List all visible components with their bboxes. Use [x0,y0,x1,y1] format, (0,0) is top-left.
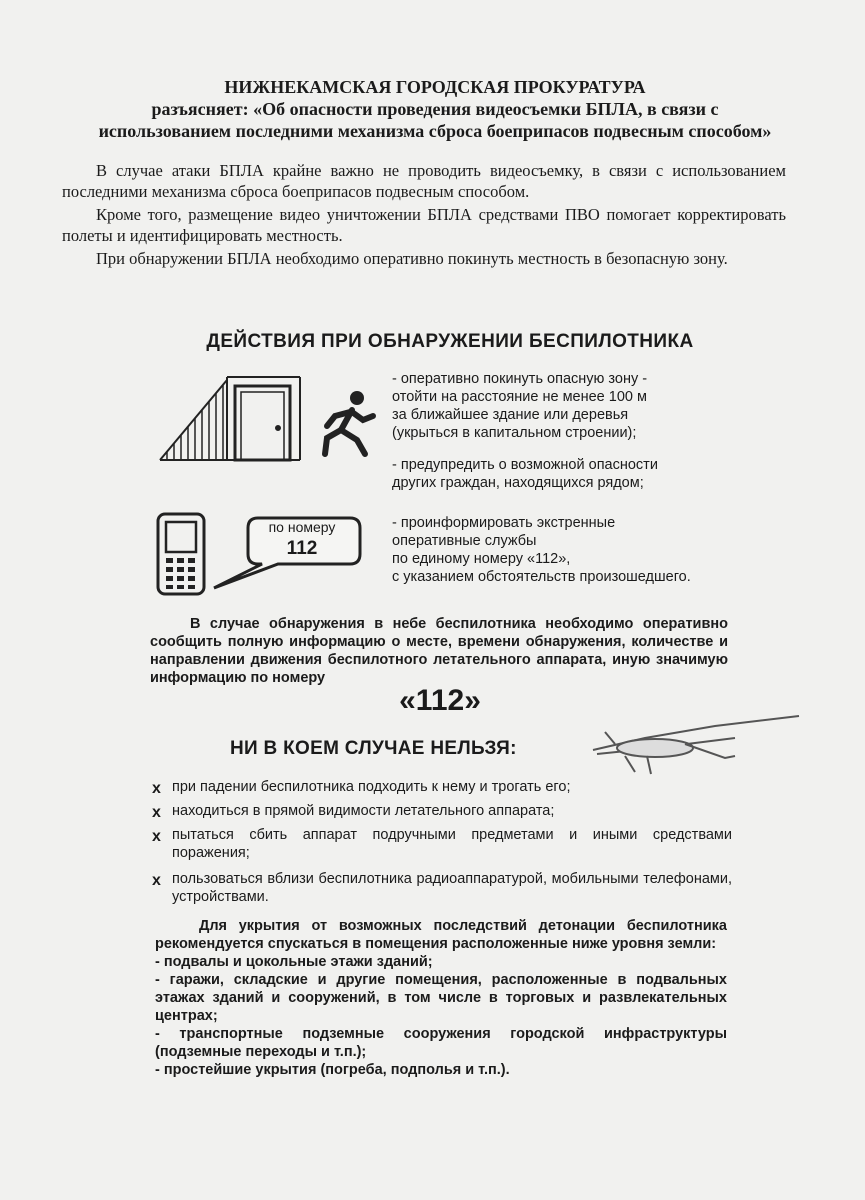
cross-icon: x [152,780,161,797]
shelter-intro: Для укрытия от возможных последствий детонации беспилотника рекомендуется спускаться в помещения расположенные ниже уровня земли: [155,918,727,952]
never-item: x находиться в прямой видимости летательного аппарата; [152,803,555,821]
cross-icon: x [152,872,161,889]
drone-icon [585,708,805,780]
shelter-running-icon [155,372,395,467]
shelter-item: - транспортные подземные сооружения городской инфраструктуры (подземные переходы и т.п.); [155,1026,727,1060]
header-subtitle-line2: использованием последними механизма сброса боеприпасов подвесным способом» [98,121,772,141]
header-title: НИЖНЕКАМСКАЯ ГОРОДСКАЯ ПРОКУРАТУРА [224,77,646,97]
cross-icon: x [152,828,161,845]
bubble-label: по номеру [268,519,336,535]
cross-icon: x [152,804,161,821]
never-item: x пытаться сбить аппарат подручными предметами и иными средствами поражения; [152,827,732,861]
shelter-item: - подвалы и цокольные этажи зданий; [155,954,433,970]
bubble-number: 112 [286,538,318,559]
paragraph-video-warning: В случае атаки БПЛА крайне важно не проводить видеосъемку, в связи с использованием последними механизма сброса боеприпасов подвесным способом. [62,161,786,201]
never-item: x при падении беспилотника подходить к нему и трогать его; [152,779,571,797]
shelter-item: - простейшие укрытия (погреба, подполья и т.п.). [155,1062,510,1078]
action-call-112: - проинформировать экстренные оперативные службы по единому номеру «112», с указанием обстоятельств произошедшего. [392,515,691,585]
emergency-number: «112» [399,684,481,717]
paragraph-leave-area: При обнаружении БПЛА необходимо оперативно покинуть местность в безопасную зону. [96,249,728,268]
shelter-recommendations [155,917,727,1079]
actions-title: ДЕЙСТВИЯ ПРИ ОБНАРУЖЕНИИ БЕСПИЛОТНИКА [206,331,694,352]
shelter-item: - гаражи, складские и другие помещения, расположенные в подвальных этажах зданий и сооружений, в том числе в торговых и развлекательных центрах; [155,972,727,1024]
header-subtitle-line1: разъясняет: «Об опасности проведения видеосъемки БПЛА, в связи с [151,99,719,119]
detection-instructions: В случае обнаружения в небе беспилотника необходимо оперативно сообщить полную информацию о месте, времени обнаружения, количестве и направлении движения беспилотного летательного аппарата, иную значимую информацию по номеру [150,616,728,686]
never-title: НИ В КОЕМ СЛУЧАЕ НЕЛЬЗЯ: [230,738,517,759]
action-leave-zone: - оперативно покинуть опасную зону - отойти на расстояние не менее 100 м за ближайшее здание или деревья (укрыться в капитальном строении); [392,371,648,441]
never-item: x пользоваться вблизи беспилотника радиоаппаратурой, мобильными телефонами, устройствами. [152,871,732,905]
action-warn-citizens: - предупредить о возможной опасности других граждан, находящихся рядом; [392,457,658,491]
paragraph-air-defense: Кроме того, размещение видео уничтожении БПЛА средствами ПВО помогает корректировать полеты и идентифицировать местность. [62,205,786,245]
